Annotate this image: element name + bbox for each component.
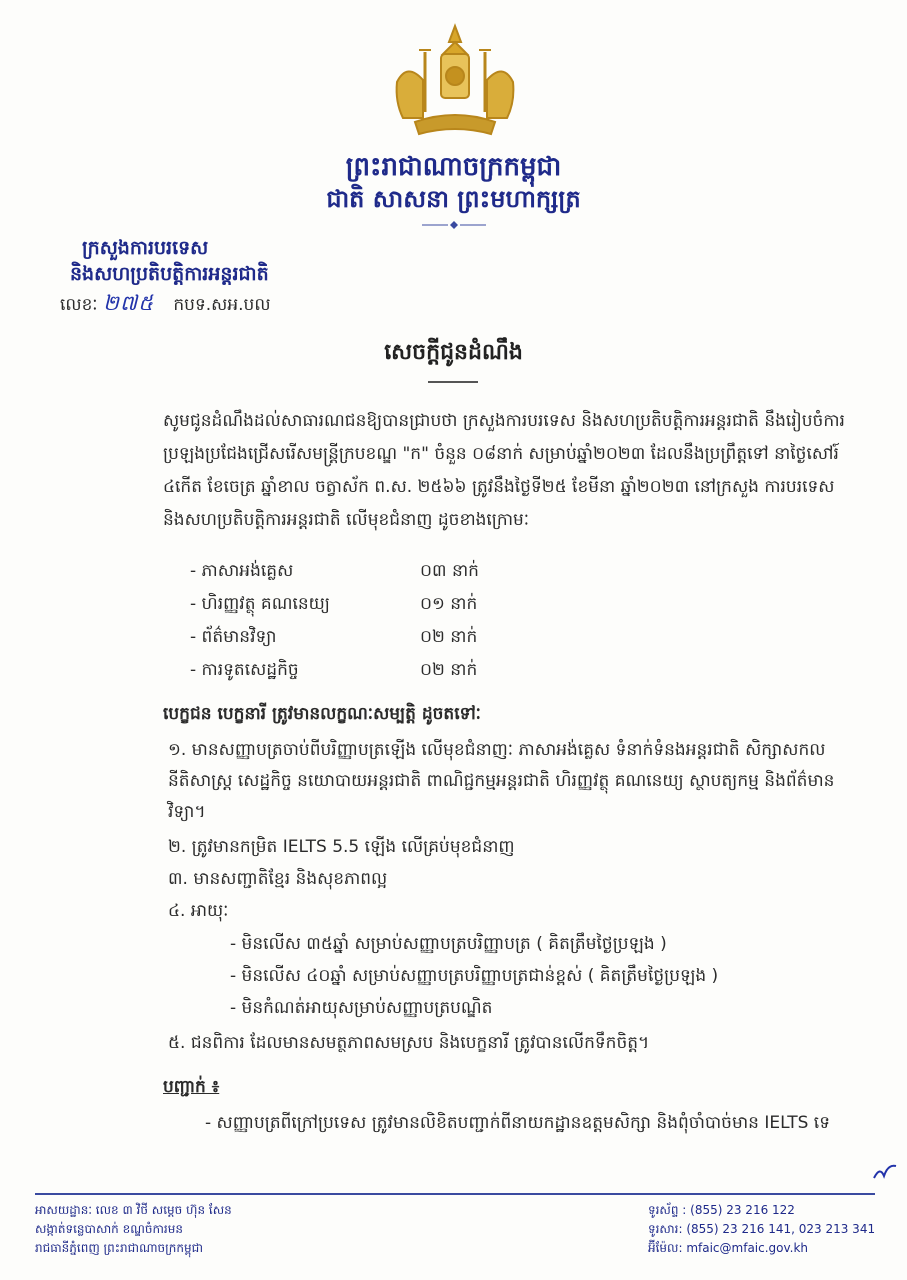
handwritten-mark-icon — [870, 1160, 900, 1182]
intro-paragraph: សូមជូនដំណឹងដល់សាធារណជនឱ្យបានជ្រាបថា ក្រសួងការបរទេស និងសហប្រតិបត្តិការអន្តរជាតិ នឹងរៀបចំការប្រឡងប្រជែងជ្រើសរើសមន្ត្រីក្របខណ្ឌ "ក" ចំនួន ០៨នាក់ សម្រាប់ឆ្នាំ២០២៣ ដែលនឹងប្រព្រឹត្តទៅ នាថ្ងៃសៅរ៍ ៤កើត ខែចេត្រ ឆ្នាំខាល ចត្វាស័ក ព.ស. ២៥៦៦ ត្រូវនឹងថ្ងៃទី២៥ ខែមីនា ឆ្នាំ២០២៣ នៅក្រសួង ការបរទេស និងសហប្រតិបត្តិការអន្តរជាតិ លើមុខជំនាញ ដូចខាងក្រោមៈ — [163, 411, 845, 530]
quota-row — [190, 659, 530, 684]
note-heading: បញ្ជាក់ ៖ — [163, 1077, 220, 1097]
email-address: អ៊ីម៉ែល: mfaic@mfaic.gov.kh — [648, 1241, 809, 1255]
ref-handwritten-number: ២៧៥ — [102, 291, 154, 315]
ministry-name-line2: និងសហប្រតិបត្តិការអន្តរជាតិ — [70, 263, 269, 285]
requirement-item: ៣. មានសញ្ជាតិខ្មែរ និងសុខភាពល្អ — [168, 869, 388, 889]
quota-field: - ភាសាអង់គ្លេស — [190, 561, 294, 581]
ornament-divider — [422, 221, 486, 229]
footer-address — [35, 1201, 435, 1258]
quota-count: ០២ នាក់ — [420, 660, 478, 680]
footer-divider — [35, 1193, 875, 1195]
quota-row — [190, 626, 530, 651]
requirement-item: ១. មានសញ្ញាបត្រចាប់ពីបរិញ្ញាបត្រឡើង លើមុខជំនាញៈ ភាសាអង់គ្លេស ទំនាក់ទំនងអន្តរជាតិ សិក្សាសកល នីតិសាស្ត្រ សេដ្ឋកិច្ច នយោបាយអន្តរជាតិ ពាណិជ្ជកម្មអន្តរជាតិ ហិរញ្ញវត្ថុ គណនេយ្យ ស្ថាបត្យកម្ម និងព័ត៌មានវិទ្យា។ — [168, 740, 835, 822]
address-line: អាសយដ្ឋានៈ លេខ ៣ វិថី សម្តេច ហ៊ុន សែន — [35, 1203, 232, 1217]
requirements-heading: បេក្ខជន បេក្ខនារី ត្រូវមានលក្ខណៈសម្បត្តិ ដូចតទៅៈ — [163, 704, 481, 724]
quota-row — [190, 593, 530, 618]
note-text: - សញ្ញាបត្រពីក្រៅប្រទេស ត្រូវមានលិខិតបញ្ជាក់ពីនាយកដ្ឋានឧត្តមសិក្សា និងពុំចាំបាច់មាន IELTS ទេ — [205, 1113, 830, 1133]
document-title: សេចក្តីជូនដំណឹង — [384, 340, 523, 365]
title-underline — [428, 381, 478, 383]
quota-count: ០១ នាក់ — [420, 594, 478, 614]
age-item: - មិនកំណត់អាយុសម្រាប់សញ្ញាបត្របណ្ឌិត — [230, 998, 493, 1018]
phone-number: ទូរស័ព្ទ : (855) 23 216 122 — [648, 1203, 795, 1217]
ref-label: លេខៈ — [60, 295, 98, 315]
reference-number — [60, 290, 271, 321]
ref-suffix: កបទ.សអ.បល — [173, 295, 271, 315]
quota-field: - ព័ត៌មានវិទ្យា — [190, 627, 277, 647]
address-line: សង្កាត់ទន្លេបាសាក់ ខណ្ឌចំការមន — [35, 1222, 183, 1236]
quota-field: - ហិរញ្ញវត្ថុ គណនេយ្យ — [190, 594, 330, 614]
quota-count: ០២ នាក់ — [420, 627, 478, 647]
ministry-name-line1: ក្រសួងការបរទេស — [82, 237, 209, 259]
requirement-item: ៤. អាយុៈ — [168, 901, 229, 921]
age-item: - មិនលើស ៣៥ឆ្នាំ សម្រាប់សញ្ញាបត្របរិញ្ញាបត្រ ( គិតត្រឹមថ្ងៃប្រឡង ) — [230, 934, 667, 954]
requirement-item: ៥. ជនពិការ ដែលមានសមត្ថភាពសមស្រប និងបេក្ខនារី ត្រូវបានលើកទឹកចិត្ត។ — [168, 1033, 650, 1053]
age-item: - មិនលើស ៤០ឆ្នាំ សម្រាប់សញ្ញាបត្របរិញ្ញាបត្រជាន់ខ្ពស់ ( គិតត្រឹមថ្ងៃប្រឡង ) — [230, 966, 719, 986]
address-line: រាជធានីភ្នំពេញ ព្រះរាជាណាចក្រកម្ពុជា — [35, 1241, 203, 1255]
fax-number: ទូរសារ: (855) 23 216 141, 023 213 341 — [648, 1222, 876, 1236]
national-motto: ជាតិ សាសនា ព្រះមហាក្សត្រ — [326, 185, 581, 213]
royal-coat-of-arms — [385, 22, 525, 140]
quota-field: - ការទូតសេដ្ឋកិច្ច — [190, 660, 299, 680]
footer-contact — [648, 1201, 888, 1258]
quota-count: ០៣ នាក់ — [420, 561, 479, 581]
requirement-item: ២. ត្រូវមានកម្រិត IELTS 5.5 ឡើង លើគ្រប់មុខជំនាញ — [168, 837, 515, 857]
kingdom-name: ព្រះរាជាណាចក្រកម្ពុជា — [345, 152, 562, 182]
quota-row — [190, 560, 530, 585]
